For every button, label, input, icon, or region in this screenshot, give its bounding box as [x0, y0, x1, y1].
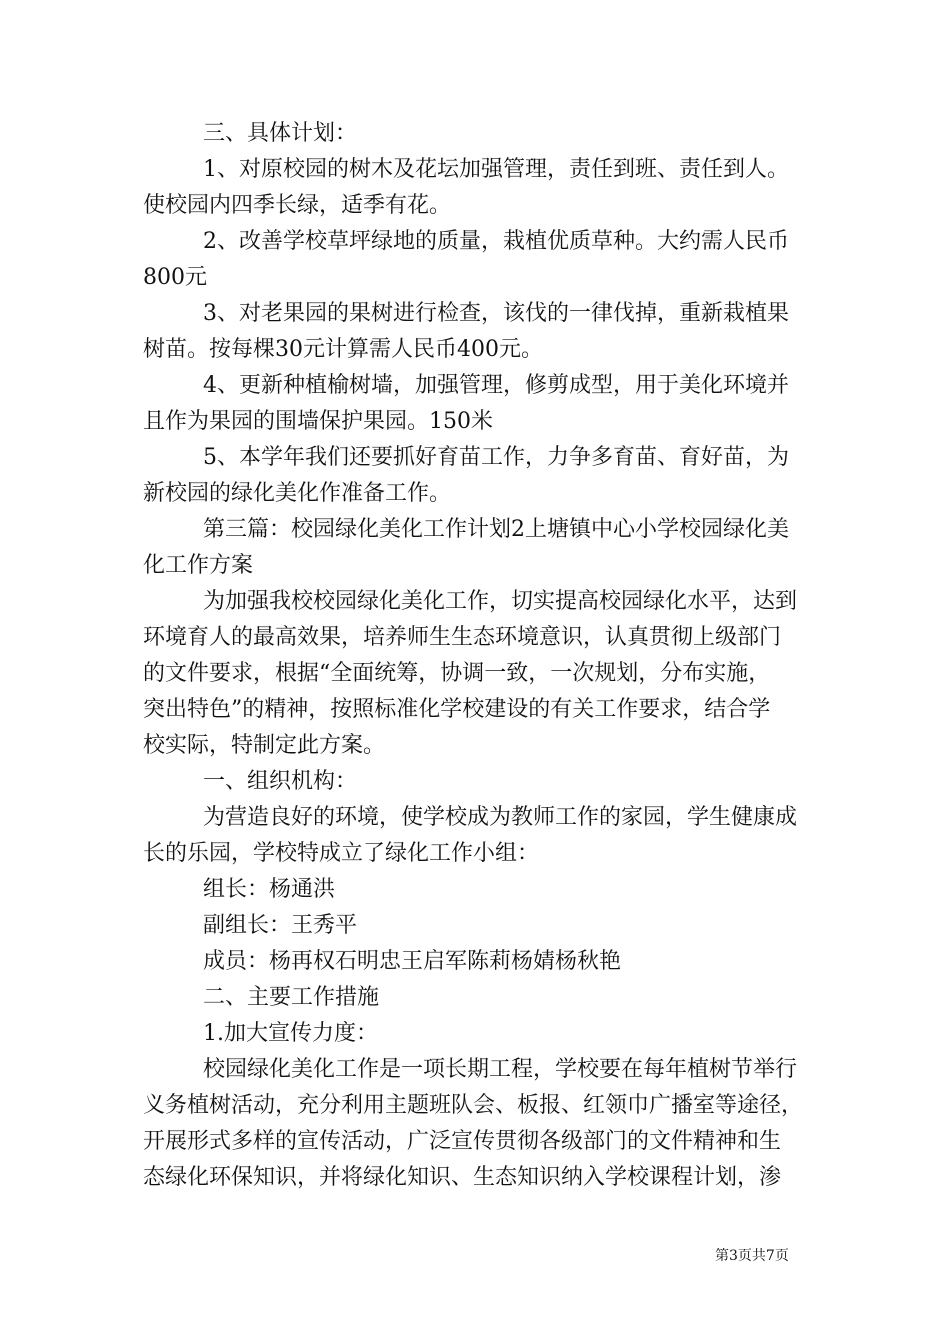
paragraph-line: 长的乐园，学校特成立了绿化工作小组：: [143, 841, 540, 866]
paragraph-line: 副组长：王秀平: [203, 913, 358, 938]
article-title: 化工作方案: [143, 553, 254, 578]
paragraph-line: 组长：杨通洪: [203, 877, 336, 902]
subsection-heading: 1.加大宣传力度：: [203, 1021, 378, 1046]
paragraph-line: 2、改善学校草坪绿地的质量，栽植优质草种。大约需人民币: [203, 229, 789, 254]
paragraph-line: 义务植树活动，充分利用主题班队会、板报、红领巾广播室等途径，: [143, 1093, 804, 1118]
article-title: 第三篇：校园绿化美化工作计划2上塘镇中心小学校园绿化美: [203, 517, 789, 542]
paragraph-line: 4、更新种植榆树墙，加强管理，修剪成型，用于美化环境并: [203, 373, 789, 398]
paragraph-line: 1、对原校园的树木及花坛加强管理，责任到班、责任到人。: [203, 157, 789, 182]
paragraph-line: 3、对老果园的果树进行检查，该伐的一律伐掉，重新栽植果: [203, 301, 789, 326]
section-heading: 二、主要工作措施: [203, 985, 380, 1010]
paragraph-line: 校实际，特制定此方案。: [143, 733, 386, 758]
paragraph-line: 环境育人的最高效果，培养师生生态环境意识，认真贯彻上级部门: [143, 625, 782, 650]
paragraph-line: 新校园的绿化美化作准备工作。: [143, 481, 452, 506]
paragraph-line: 使校园内四季长绿，适季有花。: [143, 193, 452, 218]
paragraph-line: 态绿化环保知识，并将绿化知识、生态知识纳入学校课程计划，渗: [143, 1165, 782, 1190]
paragraph-line: 的文件要求，根据“全面统筹，协调一致，一次规划，分布实施，: [143, 661, 771, 686]
paragraph-line: 5、本学年我们还要抓好育苗工作，力争多育苗、育好苗，为: [203, 445, 789, 470]
paragraph-line: 为加强我校校园绿化美化工作，切实提高校园绿化水平，达到: [203, 589, 798, 614]
section-heading: 一、组织机构：: [203, 769, 358, 794]
paragraph-line: 突出特色”的精神，按照标准化学校建设的有关工作要求，结合学: [143, 697, 771, 722]
paragraph-line: 800元: [143, 265, 207, 290]
paragraph-line: 校园绿化美化工作是一项长期工程，学校要在每年植树节举行: [203, 1057, 798, 1082]
body-text: [143, 116, 811, 1196]
paragraph-line: 开展形式多样的宣传活动，广泛宣传贯彻各级部门的文件精神和生: [143, 1129, 782, 1154]
section-heading: 三、具体计划：: [203, 121, 358, 146]
paragraph-line: 树苗。按每棵30元计算需人民币400元。: [143, 337, 543, 362]
page-number: 第3页共7页: [715, 1248, 789, 1264]
paragraph-line: 为营造良好的环境，使学校成为教师工作的家园，学生健康成: [203, 805, 798, 830]
paragraph-line: 成员：杨再权石明忠王启军陈莉杨婧杨秋艳: [203, 949, 622, 974]
paragraph-line: 且作为果园的围墙保护果园。150米: [143, 409, 493, 434]
